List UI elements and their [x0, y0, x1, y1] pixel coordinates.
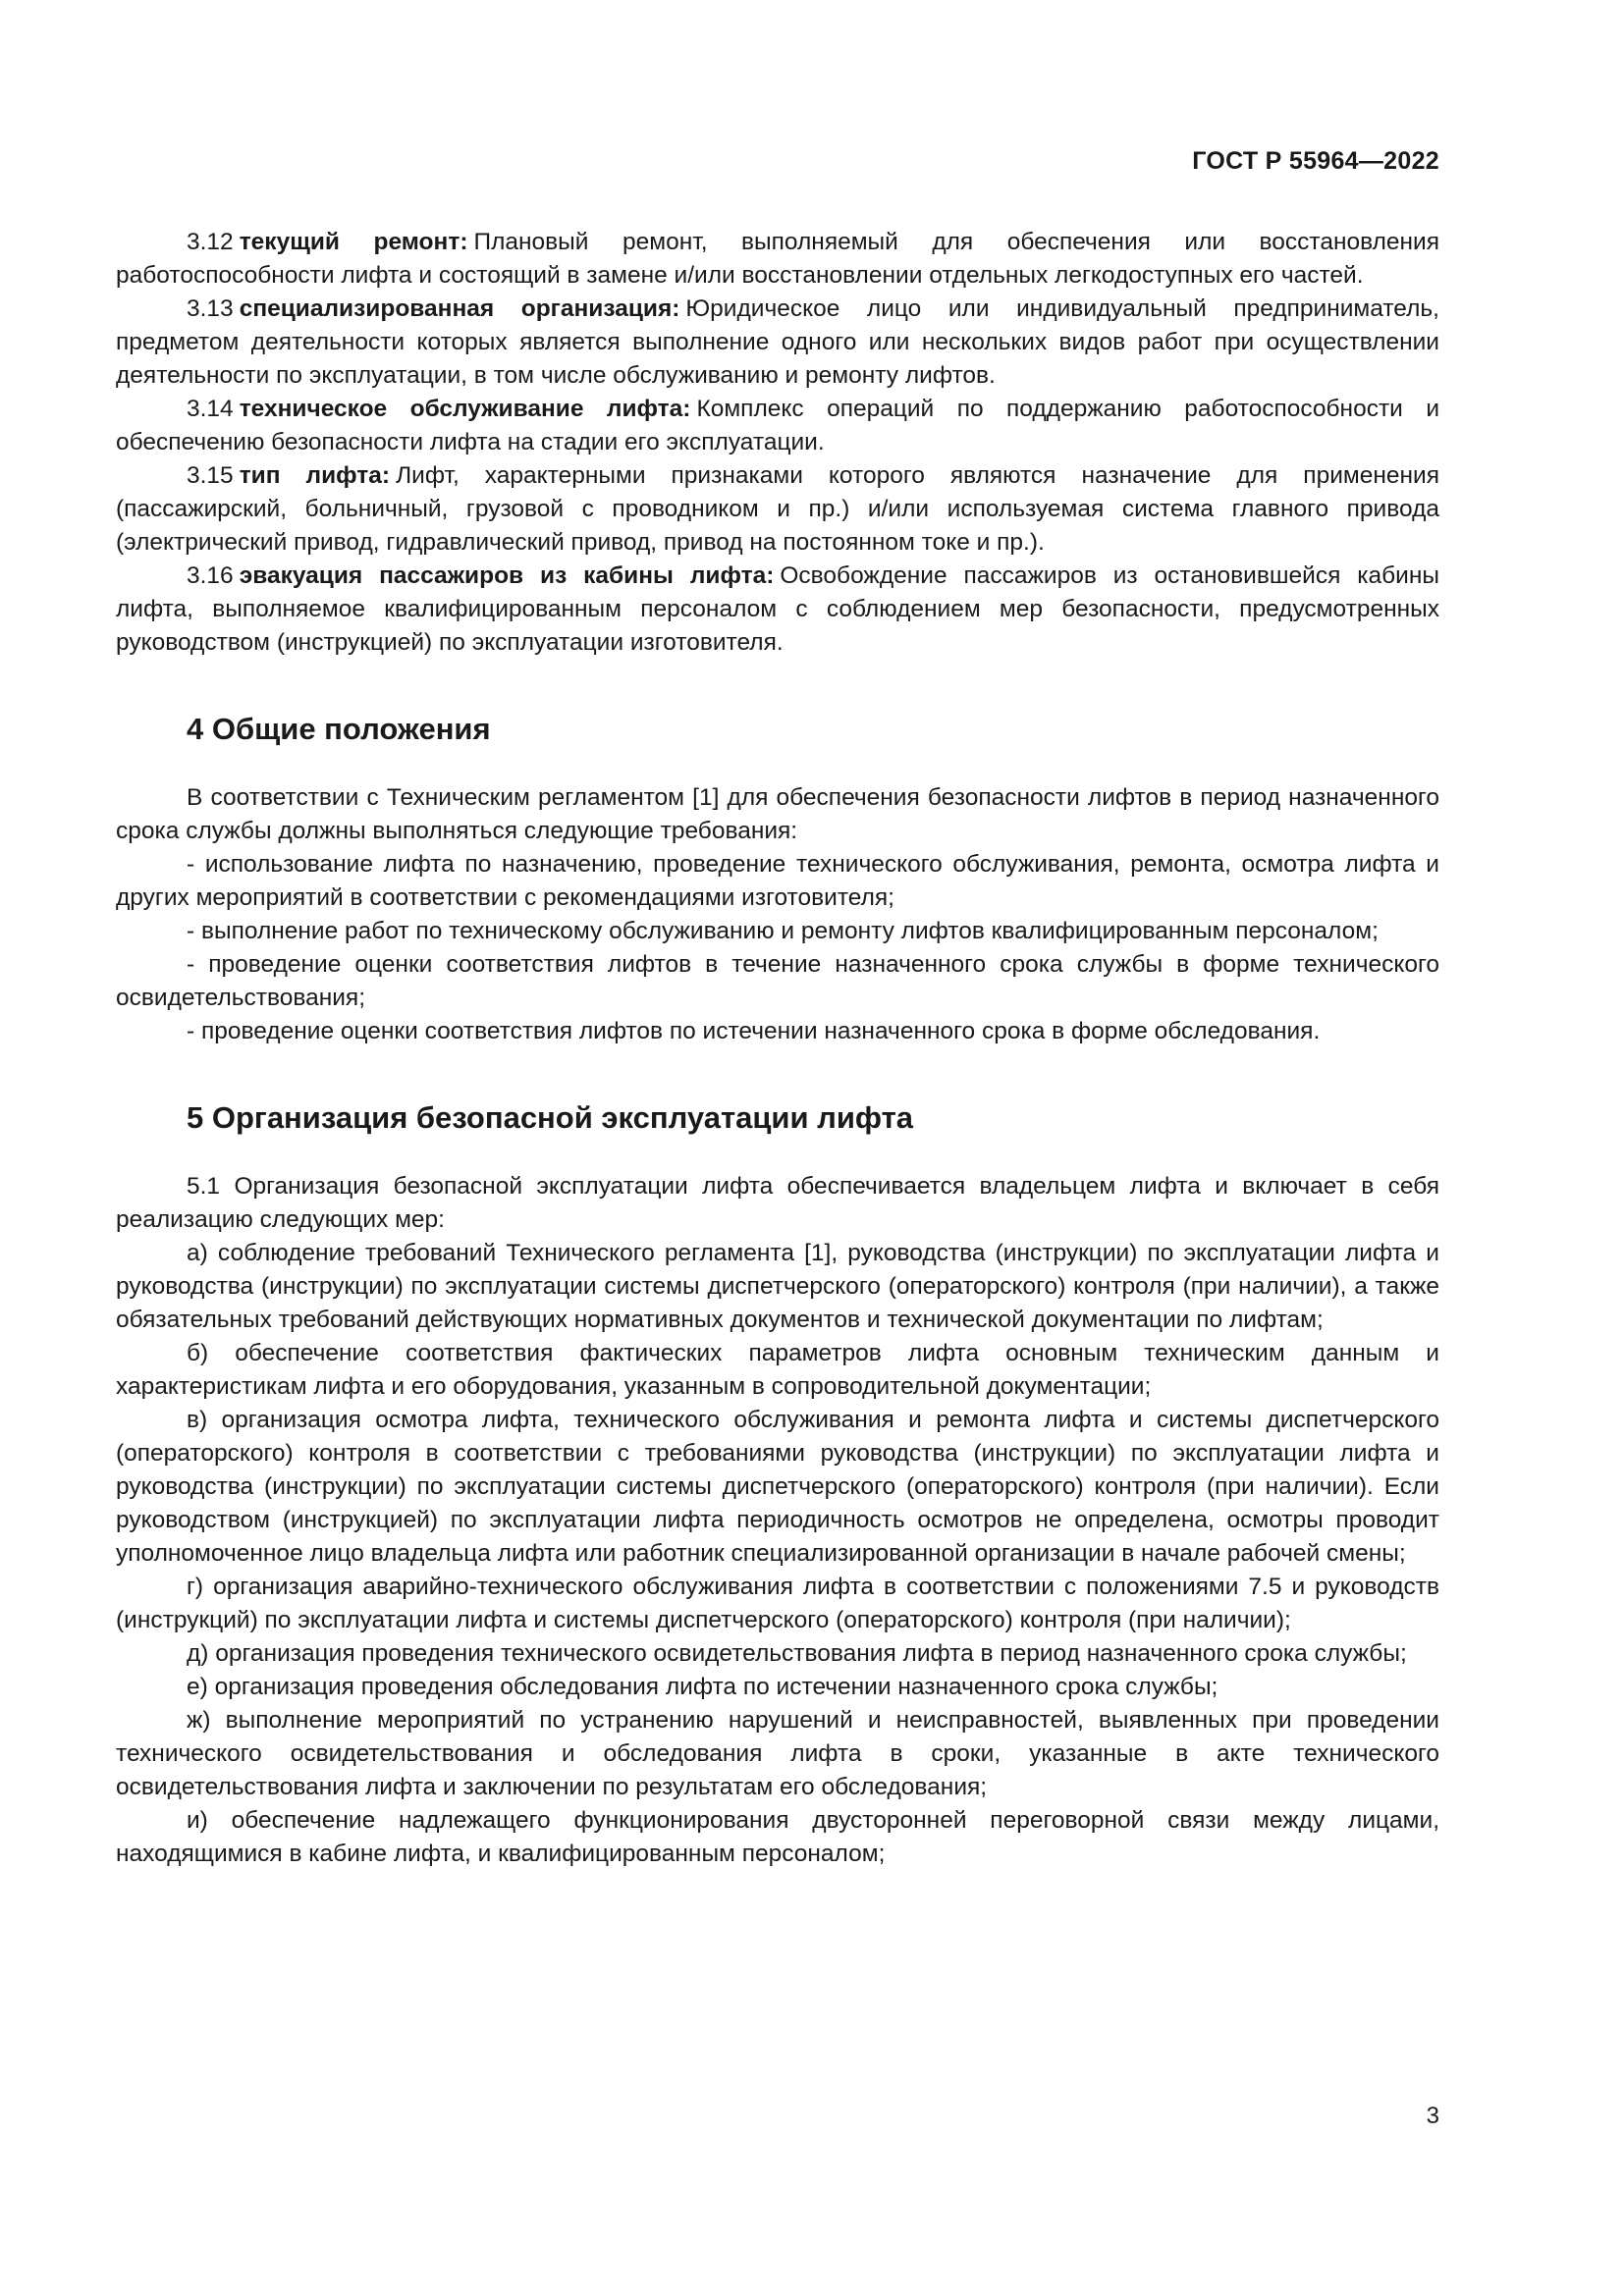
document-body: [116, 226, 1439, 1871]
definition-term: техническое обслуживание лифта:: [239, 396, 691, 422]
section-4-list-item: - проведение оценки соответствия лифтов по истечении назначенного срока в форме обследования.: [187, 1018, 1321, 1044]
section-4-list-item: - проведение оценки соответствия лифтов в течение назначенного срока службы в форме технического освидетельствования;: [116, 951, 1439, 1011]
section-4-list-item: - использование лифта по назначению, проведение технического обслуживания, ремонта, осмотра лифта и других мероприятий в соответствии с рекомендациями изготовителя;: [116, 851, 1439, 911]
definition-term: специализированная организация:: [239, 295, 680, 322]
definition-text: Комплекс операций по поддержанию работоспособности и обеспечению безопасности лифта на стадии его эксплуатации.: [116, 396, 1440, 455]
section-5-intro: 5.1 Организация безопасной эксплуатации лифта обеспечивается владельцем лифта и включает в себя реализацию следующих мер:: [116, 1173, 1439, 1233]
section-5-heading: 5 Организация безопасной эксплуатации лифта: [187, 1100, 914, 1135]
section-5-list-item: е) организация проведения обследования лифта по истечении назначенного срока службы;: [187, 1674, 1218, 1700]
definition-term: тип лифта:: [239, 462, 391, 489]
page-number: 3: [1426, 2103, 1439, 2129]
definition-number: 3.13: [187, 295, 234, 322]
section-5-list-item: в) организация осмотра лифта, технического обслуживания и ремонта лифта и системы диспетчерского (операторского) контроля в соответствии с требованиями руководства (инструкции) по эксплуатации лифта и руководства (инструкции) по эксплуатации системы диспетчерского (операторского) контроля (при наличии). Если руководством (инструкцией) по эксплуатации лифта периодичность осмотров не определена, осмотры проводит уполномоченное лицо владельца лифта или работник специализированной организации в начале рабочей смены;: [116, 1407, 1439, 1567]
section-5-list-item: и) обеспечение надлежащего функционирования двусторонней переговорной связи между лицами, находящимися в кабине лифта, и квалифицированным персоналом;: [116, 1807, 1439, 1867]
section-4-list-item: - выполнение работ по техническому обслуживанию и ремонту лифтов квалифицированным персоналом;: [187, 918, 1379, 944]
definition-3-12: [116, 226, 1439, 293]
section-5-list-item: б) обеспечение соответствия фактических параметров лифта основным техническим данным и характеристикам лифта и его оборудования, указанным в сопроводительной документации;: [116, 1340, 1439, 1400]
definition-number: 3.16: [187, 562, 234, 589]
definition-number: 3.12: [187, 229, 234, 255]
definition-text: Плановый ремонт, выполняемый для обеспечения или восстановления работоспособности лифта и состоящий в замене и/или восстановлении отдельных легкодоступных его частей.: [116, 229, 1439, 289]
section-4-heading: 4 Общие положения: [187, 712, 491, 746]
definition-term: текущий ремонт:: [239, 229, 468, 255]
definition-3-14: [116, 393, 1439, 459]
section-5-list-item: д) организация проведения технического освидетельствования лифта в период назначенного срока службы;: [187, 1640, 1407, 1667]
section-5-list-item: г) организация аварийно-технического обслуживания лифта в соответствии с положениями 7.5 и руководств (инструкций) по эксплуатации лифта и системы диспетчерского (операторского) контроля (при наличии);: [116, 1574, 1439, 1633]
definition-text: Лифт, характерными признаками которого являются назначение для применения (пассажирский, больничный, грузовой с проводником и пр.) и/или используемая система главного привода (электрический привод, гидравлический привод, привод на постоянном токе и пр.).: [116, 462, 1439, 556]
definition-number: 3.14: [187, 396, 234, 422]
definition-text: Юридическое лицо или индивидуальный предприниматель, предметом деятельности которых является выполнение одного или нескольких видов работ при осуществлении деятельности по эксплуатации, в том числе обслуживанию и ремонту лифтов.: [116, 295, 1439, 389]
definition-text: Освобождение пассажиров из остановившейся кабины лифта, выполняемое квалифицированным персоналом с соблюдением мер безопасности, предусмотренных руководством (инструкцией) по эксплуатации изготовителя.: [116, 562, 1439, 656]
section-5-list-item: ж) выполнение мероприятий по устранению нарушений и неисправностей, выявленных при проведении технического освидетельствования и обследования лифта в сроки, указанные в акте технического освидетельствования лифта и заключении по результатам его обследования;: [116, 1707, 1439, 1800]
document-standard-id: ГОСТ Р 55964—2022: [1192, 147, 1439, 175]
definition-3-15: [116, 459, 1439, 560]
section-5-list-item: а) соблюдение требований Технического регламента [1], руководства (инструкции) по эксплуатации лифта и руководства (инструкции) по эксплуатации системы диспетчерского (операторского) контроля (при наличии), а также обязательных требований действующих нормативных документов и технической документации по лифтам;: [116, 1240, 1439, 1333]
definition-term: эвакуация пассажиров из кабины лифта:: [239, 562, 775, 589]
definition-3-16: [116, 560, 1439, 660]
definition-3-13: [116, 293, 1439, 393]
definition-number: 3.15: [187, 462, 234, 489]
section-4-intro: В соответствии с Техническим регламентом [1] для обеспечения безопасности лифтов в период назначенного срока службы должны выполняться следующие требования:: [116, 784, 1439, 844]
